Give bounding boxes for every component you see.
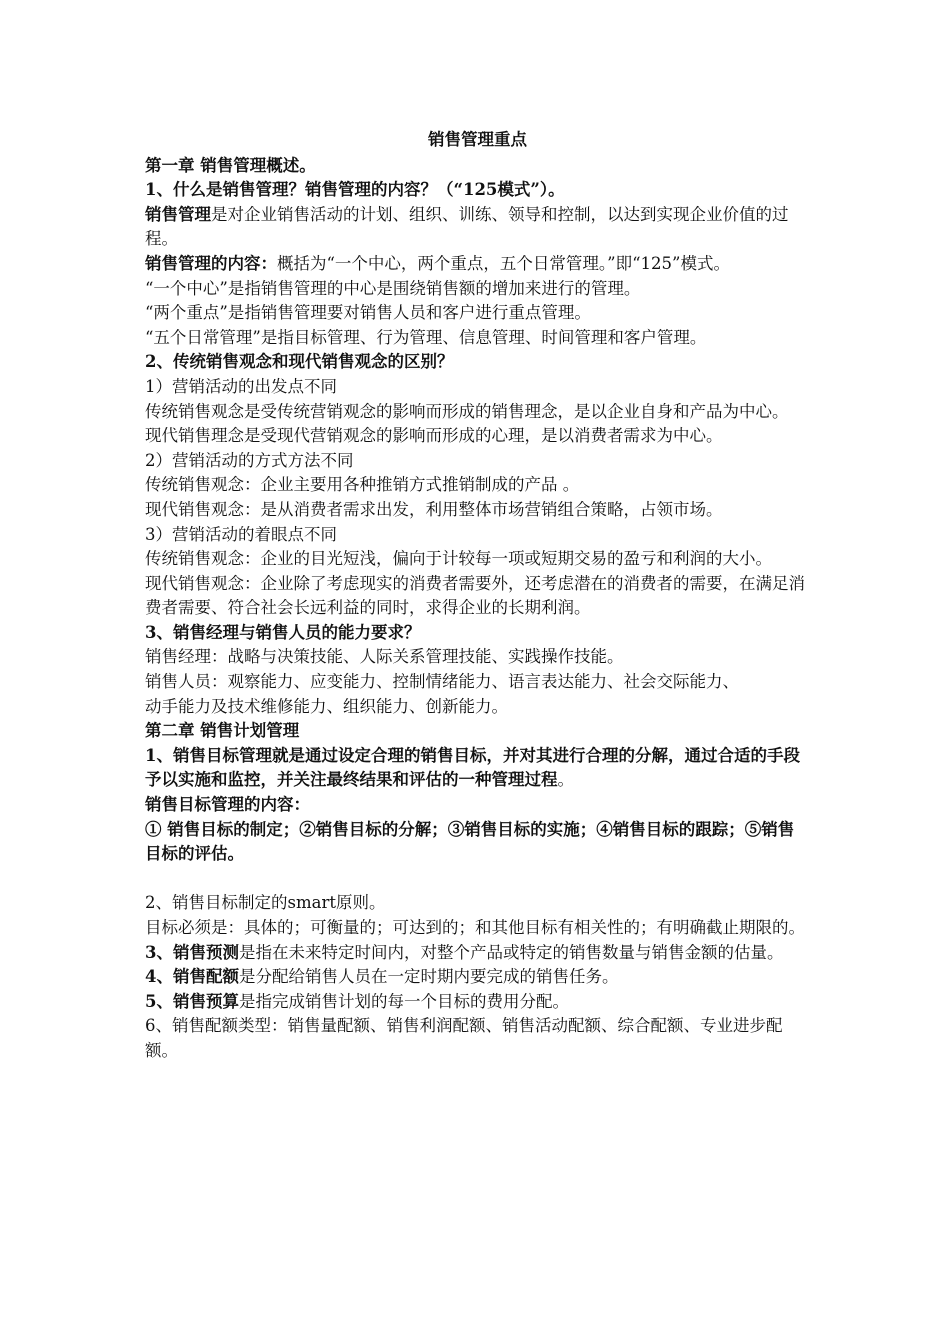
difference-3-modern: 现代销售观念：企业除了考虑现实的消费者需要外，还考虑潜在的消费者的需要，在满足消费者需要、符合社会长远利益的同时，求得企业的长期利润。 (145, 573, 805, 618)
content-paragraph (145, 252, 810, 277)
five-daily-line: “五个日常管理”是指目标管理、行为管理、信息管理、时间管理和客户管理。 (145, 327, 707, 347)
target-management-definition (145, 744, 810, 793)
question-1: 1、什么是销售管理？销售管理的内容？（“125模式”）。 (145, 180, 565, 200)
chapter-2-heading: 第二章 销售计划管理 (145, 721, 300, 741)
difference-2-traditional: 传统销售观念：企业主要用各种推销方式推销制成的产品 。 (145, 475, 580, 495)
document-page (145, 128, 810, 1064)
chapter-1-heading: 第一章 销售管理概述。 (145, 155, 316, 175)
content-term: 销售管理的内容： (145, 253, 277, 273)
quota-types: 6、销售配额类型：销售量配额、销售利润配额、销售活动配额、综合配额、专业进步配额。 (145, 1016, 783, 1060)
target-management-content-label: 销售目标管理的内容： (145, 795, 310, 815)
sales-budget-text: 是指完成销售计划的每一个目标的费用分配。 (238, 991, 569, 1011)
target-management-end: 。 (557, 770, 574, 790)
difference-1-modern: 现代销售理念是受现代营销观念的影响而形成的心理，是以消费者需求为中心。 (145, 426, 723, 446)
one-center-line: “一个中心”是指销售管理的中心是围绕销售额的增加来进行的管理。 (145, 278, 641, 298)
definition-text: 是对企业销售活动的计划、组织、训练、领导和控制，以达到实现企业价值的过程。 (145, 204, 789, 249)
two-focus-line: “两个重点”是指销售管理要对销售人员和客户进行重点管理。 (145, 303, 591, 323)
sales-quota-text: 是分配给销售人员在一定时期内要完成的销售任务。 (238, 967, 619, 987)
difference-1-traditional: 传统销售观念是受传统营销观念的影响而形成的销售理念，是以企业自身和产品为中心。 (145, 401, 789, 421)
difference-3-traditional: 传统销售观念：企业的目光短浅，偏向于计较每一项或短期交易的盈亏和利润的大小。 (145, 549, 772, 569)
salesperson-abilities-cont: 动手能力及技术维修能力、组织能力、创新能力。 (145, 696, 508, 716)
difference-3-heading: 3）营销活动的着眼点不同 (145, 524, 337, 544)
difference-2-modern: 现代销售观念：是从消费者需求出发，利用整体市场营销组合策略，占领市场。 (145, 499, 723, 519)
question-3: 3、销售经理与销售人员的能力要求？ (145, 622, 421, 642)
sales-budget-term: 销售预算 (172, 991, 239, 1011)
smart-principle: 2、销售目标制定的smart原则。 (145, 893, 386, 913)
definition-term: 销售管理 (145, 204, 211, 224)
target-management-bold: 1、销售目标管理就是通过设定合理的销售目标，并对其进行合理的分解，通过合适的手段予以实施和监控，并关注最终结果和评估的一种管理过程 (145, 745, 800, 790)
target-management-steps: ① 销售目标的制定；②销售目标的分解；③销售目标的实施；④销售目标的跟踪；⑤销售目标的评估。 (145, 819, 795, 864)
document-title: 销售管理重点 (428, 130, 527, 149)
difference-1-heading: 1）营销活动的出发点不同 (145, 376, 337, 396)
smart-description: 目标必须是：具体的；可衡量的；可达到的；和其他目标有相关性的；有明确截止期限的。 (145, 918, 805, 937)
blank-line (145, 867, 810, 892)
salesperson-abilities: 销售人员：观察能力、应变能力、控制情绪能力、语言表达能力、社会交际能力、 (145, 672, 739, 692)
sales-forecast-text: 是指在未来特定时间内，对整个产品或特定的销售数量与销售金额的估量。 (238, 942, 784, 962)
manager-abilities: 销售经理：战略与决策技能、人际关系管理技能、实践操作技能。 (145, 647, 624, 667)
sales-quota-term: 销售配额 (172, 967, 239, 987)
question-2: 2、传统销售观念和现代销售观念的区别？ (145, 352, 454, 372)
sales-quota-paragraph (145, 965, 810, 990)
definition-paragraph (145, 203, 810, 252)
content-text: 概括为“一个中心，两个重点，五个日常管理。”即“125”模式。 (277, 253, 730, 273)
sales-budget-number: 5、 (145, 991, 173, 1011)
sales-forecast-paragraph (145, 941, 810, 966)
sales-budget-paragraph (145, 990, 810, 1015)
sales-forecast-term: 销售预测 (172, 942, 239, 962)
sales-forecast-number: 3、 (145, 942, 173, 962)
sales-quota-number: 4、 (145, 967, 173, 987)
difference-2-heading: 2）营销活动的方式方法不同 (145, 450, 354, 470)
